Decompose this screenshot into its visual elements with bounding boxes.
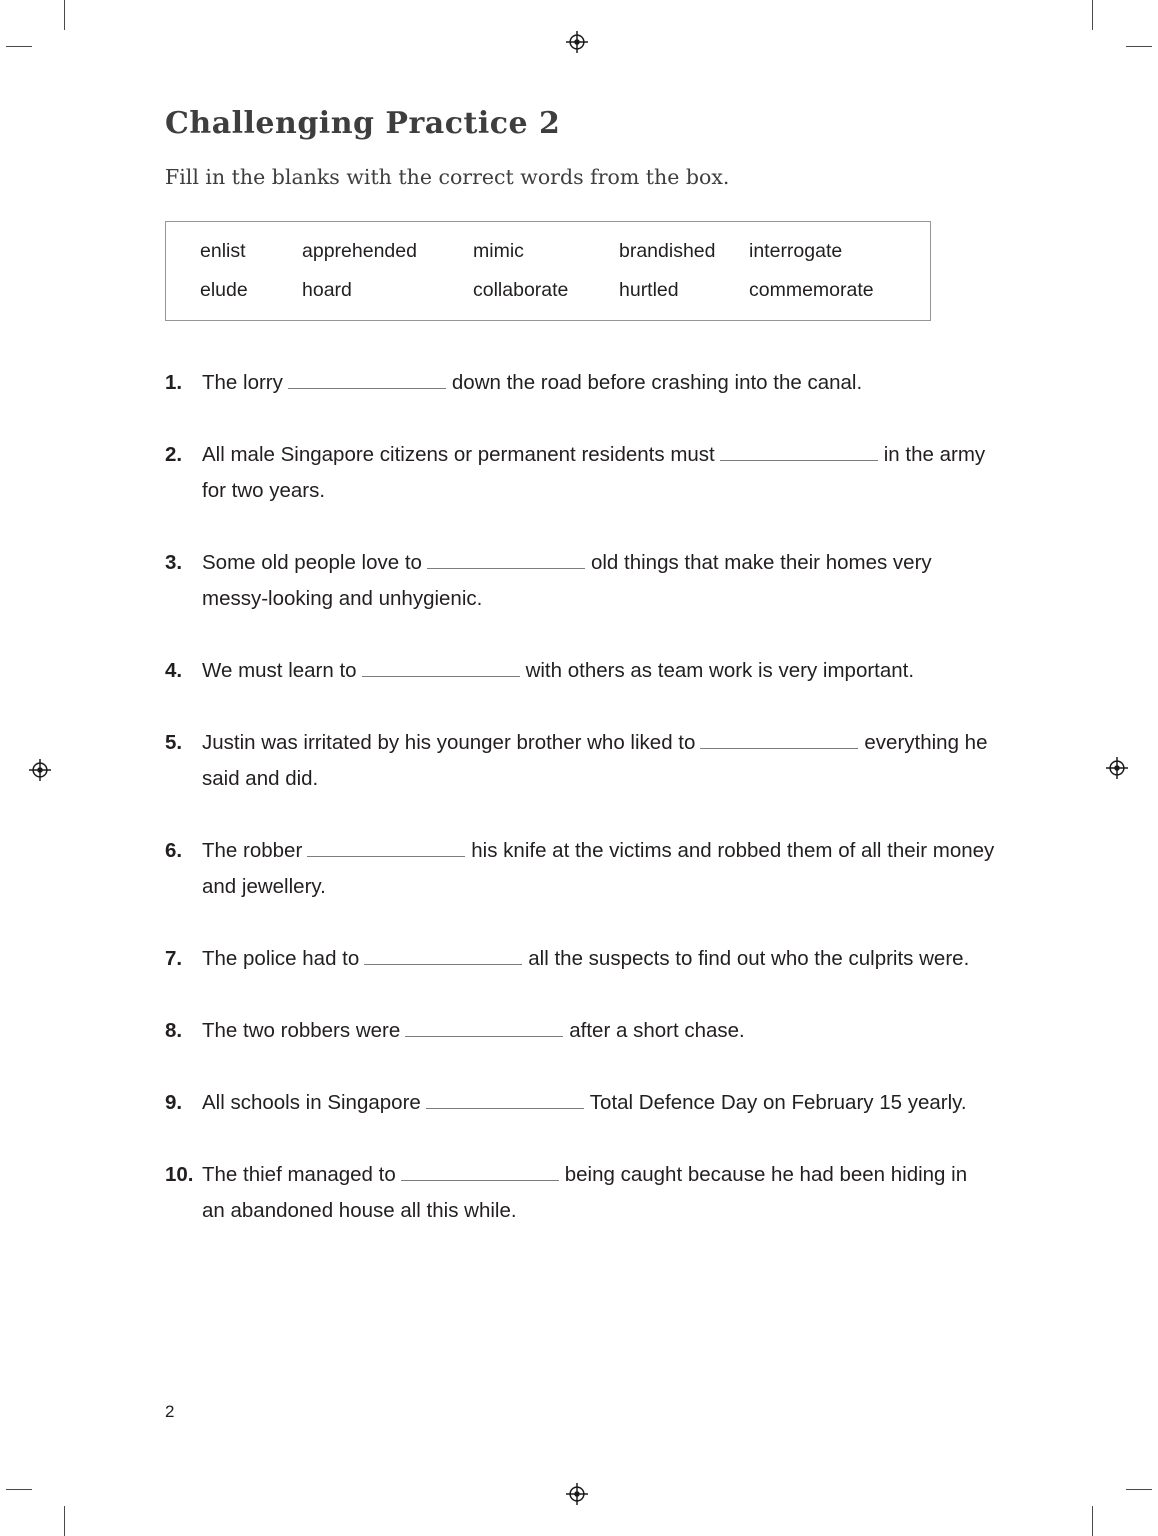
registration-mark-top-icon (566, 31, 588, 53)
question-text (202, 941, 995, 977)
question-number: 5. (165, 731, 183, 754)
question-item (165, 725, 995, 797)
answer-blank (307, 837, 465, 858)
question-number: 8. (165, 1019, 183, 1042)
question-item (165, 437, 995, 509)
question-item (165, 1085, 995, 1121)
answer-blank (427, 549, 585, 570)
question-text (202, 725, 995, 797)
word-option: commemorate (749, 279, 874, 301)
question-item (165, 1157, 995, 1229)
registration-mark-right-icon (1106, 757, 1128, 779)
question-pre-text: All schools in Singapore (202, 1091, 421, 1114)
question-text (202, 545, 995, 617)
crop-mark-top-left-vertical (64, 0, 65, 30)
word-option: hoard (302, 279, 352, 301)
page-content (165, 106, 995, 1265)
question-pre-text: The lorry (202, 371, 283, 394)
question-text (202, 833, 995, 905)
question-post-text: all the suspects to find out who the culprits were. (528, 947, 970, 970)
answer-blank (401, 1161, 559, 1182)
question-item (165, 545, 995, 617)
question-post-text: down the road before crashing into the canal. (451, 371, 863, 394)
word-option: elude (200, 279, 248, 301)
page-title: Challenging Practice 2 (165, 106, 561, 141)
question-pre-text: We must learn to (202, 659, 357, 682)
question-number: 10. (165, 1163, 194, 1186)
question-pre-text: The robber (202, 839, 303, 862)
question-pre-text: The two robbers were (202, 1019, 401, 1042)
crop-mark-top-right-horizontal (1126, 46, 1152, 47)
question-list (165, 365, 995, 1229)
crop-mark-bottom-right-horizontal (1126, 1489, 1152, 1490)
word-option: enlist (200, 240, 246, 262)
page-number: 2 (165, 1402, 175, 1421)
question-item (165, 653, 995, 689)
question-pre-text: Justin was irritated by his younger brother who liked to (202, 731, 696, 754)
question-number: 2. (165, 443, 183, 466)
question-text (202, 1013, 995, 1049)
question-post-text: everything he said and did. (202, 731, 988, 790)
crop-mark-top-left-horizontal (6, 46, 32, 47)
answer-blank (405, 1017, 563, 1038)
word-option: mimic (473, 240, 524, 262)
answer-blank (288, 369, 446, 390)
question-post-text: being caught because he had been hiding in an abandoned house all this while. (202, 1163, 968, 1222)
question-post-text: with others as team work is very important. (525, 659, 915, 682)
question-text (202, 1157, 995, 1229)
answer-blank (364, 945, 522, 966)
instructions-text: Fill in the blanks with the correct words from the box. (165, 165, 730, 189)
question-post-text: after a short chase. (569, 1019, 745, 1042)
question-post-text: his knife at the victims and robbed them of all their money and jewellery. (202, 839, 995, 898)
crop-mark-bottom-left-vertical (64, 1506, 65, 1536)
question-number: 1. (165, 371, 183, 394)
word-box (165, 221, 931, 321)
question-text (202, 437, 995, 509)
answer-blank (362, 657, 520, 678)
question-text (202, 1085, 995, 1121)
question-number: 7. (165, 947, 183, 970)
registration-mark-left-icon (29, 759, 51, 781)
question-pre-text: All male Singapore citizens or permanent residents must (202, 443, 715, 466)
question-pre-text: The police had to (202, 947, 360, 970)
word-option: collaborate (473, 279, 569, 301)
word-option: apprehended (302, 240, 417, 262)
question-number: 6. (165, 839, 183, 862)
question-item (165, 1013, 995, 1049)
question-number: 3. (165, 551, 183, 574)
question-post-text: Total Defence Day on February 15 yearly. (589, 1091, 967, 1114)
answer-blank (720, 441, 878, 462)
question-item (165, 941, 995, 977)
word-option: brandished (619, 240, 716, 262)
question-pre-text: Some old people love to (202, 551, 422, 574)
question-post-text: in the army for two years. (202, 443, 986, 502)
answer-blank (700, 729, 858, 750)
question-text (202, 653, 995, 689)
registration-mark-bottom-icon (566, 1483, 588, 1505)
question-number: 9. (165, 1091, 183, 1114)
question-pre-text: The thief managed to (202, 1163, 396, 1186)
answer-blank (426, 1089, 584, 1110)
question-item (165, 833, 995, 905)
crop-mark-top-right-vertical (1092, 0, 1093, 30)
question-number: 4. (165, 659, 183, 682)
crop-mark-bottom-left-horizontal (6, 1489, 32, 1490)
word-option: hurtled (619, 279, 679, 301)
question-text (202, 365, 995, 401)
question-post-text: old things that make their homes very messy-looking and unhygienic. (202, 551, 932, 610)
word-option: interrogate (749, 240, 843, 262)
question-item (165, 365, 995, 401)
crop-mark-bottom-right-vertical (1092, 1506, 1093, 1536)
